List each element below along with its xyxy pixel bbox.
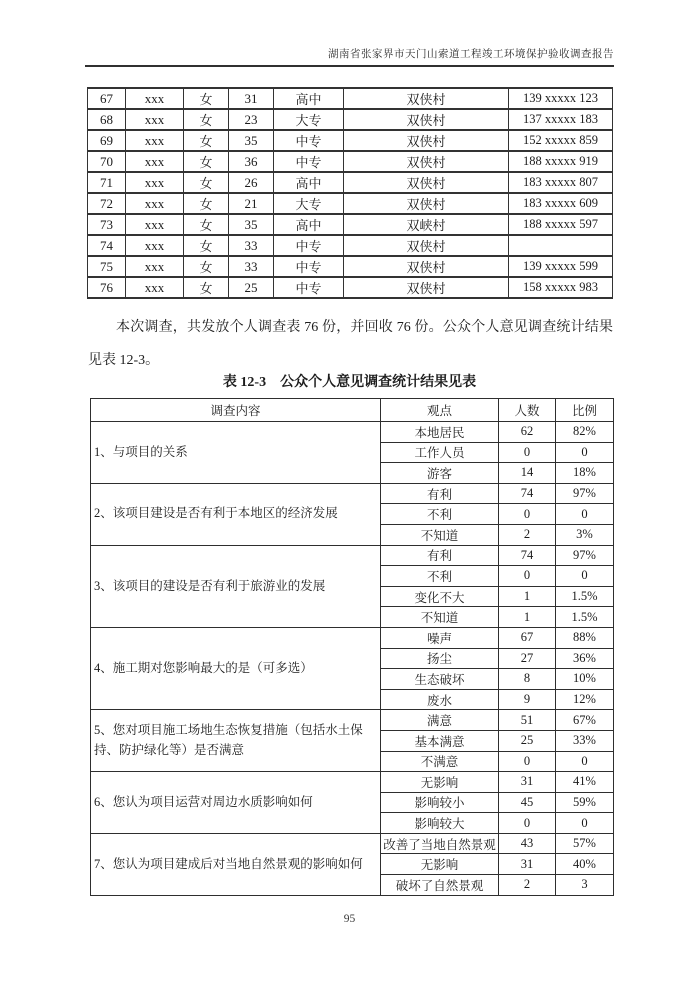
table-caption-title: 公众个人意见调查统计结果见表	[280, 375, 477, 390]
table-row	[91, 833, 614, 854]
respondent-cell-phone: 183 xxxxx 609	[509, 193, 613, 214]
survey-count-cell: 51	[499, 710, 556, 731]
respondent-cell-no: 68	[88, 109, 126, 130]
respondent-cell-gender: 女	[184, 277, 229, 298]
respondent-cell-gender: 女	[184, 193, 229, 214]
survey-count-cell: 43	[499, 833, 556, 854]
respondent-table	[87, 87, 613, 299]
survey-ratio-cell: 57%	[556, 833, 614, 854]
respondent-cell-age: 31	[229, 88, 274, 109]
survey-header-opinion: 观点	[381, 399, 499, 422]
table-row	[91, 422, 614, 443]
survey-ratio-cell: 67%	[556, 710, 614, 731]
survey-count-cell: 0	[499, 566, 556, 587]
respondent-cell-name: xxx	[126, 151, 184, 172]
survey-opinion-cell: 无影响	[381, 854, 499, 875]
respondent-cell-name: xxx	[126, 109, 184, 130]
survey-opinion-cell: 不利	[381, 504, 499, 525]
respondent-cell-no: 73	[88, 214, 126, 235]
table-row	[91, 710, 614, 731]
survey-count-cell: 31	[499, 772, 556, 793]
respondent-cell-village: 双侠村	[344, 109, 509, 130]
respondent-cell-phone: 137 xxxxx 183	[509, 109, 613, 130]
survey-question-cell: 7、您认为项目建成后对当地自然景观的影响如何	[91, 833, 381, 895]
respondent-cell-village: 双侠村	[344, 88, 509, 109]
survey-opinion-cell: 基本满意	[381, 730, 499, 751]
table-row	[91, 772, 614, 793]
survey-ratio-cell: 0	[556, 813, 614, 834]
respondent-cell-village: 双侠村	[344, 277, 509, 298]
body-paragraph: 本次调查，共发放个人调查表 76 份，并回收 76 份。公众个人意见调查统计结果见表 12-3。	[88, 320, 613, 368]
respondent-cell-phone: 152 xxxxx 859	[509, 130, 613, 151]
survey-ratio-cell: 0	[556, 504, 614, 525]
survey-ratio-cell: 3%	[556, 524, 614, 545]
respondent-cell-phone: 158 xxxxx 983	[509, 277, 613, 298]
survey-question-cell: 6、您认为项目运营对周边水质影响如何	[91, 772, 381, 834]
survey-ratio-cell: 40%	[556, 854, 614, 875]
survey-opinion-cell: 变化不大	[381, 586, 499, 607]
table-row	[88, 151, 613, 172]
respondent-cell-gender: 女	[184, 88, 229, 109]
respondent-cell-phone: 139 xxxxx 123	[509, 88, 613, 109]
survey-count-cell: 2	[499, 875, 556, 896]
respondent-cell-village: 双侠村	[344, 256, 509, 277]
respondent-cell-no: 76	[88, 277, 126, 298]
respondent-cell-education: 大专	[274, 193, 344, 214]
survey-ratio-cell: 1.5%	[556, 607, 614, 628]
survey-count-cell: 8	[499, 669, 556, 690]
survey-ratio-cell: 3	[556, 875, 614, 896]
survey-ratio-cell: 88%	[556, 627, 614, 648]
survey-count-cell: 14	[499, 463, 556, 484]
survey-opinion-cell: 游客	[381, 463, 499, 484]
survey-count-cell: 74	[499, 483, 556, 504]
survey-ratio-cell: 10%	[556, 669, 614, 690]
running-header	[85, 46, 614, 67]
respondent-cell-education: 大专	[274, 109, 344, 130]
table-row	[88, 256, 613, 277]
respondent-cell-name: xxx	[126, 214, 184, 235]
survey-opinion-cell: 有利	[381, 483, 499, 504]
respondent-cell-education: 中专	[274, 256, 344, 277]
respondent-cell-no: 67	[88, 88, 126, 109]
survey-opinion-cell: 无影响	[381, 772, 499, 793]
survey-opinion-cell: 废水	[381, 689, 499, 710]
table-row	[91, 627, 614, 648]
respondent-cell-name: xxx	[126, 277, 184, 298]
respondent-cell-name: xxx	[126, 88, 184, 109]
survey-count-cell: 1	[499, 607, 556, 628]
survey-count-cell: 9	[499, 689, 556, 710]
survey-opinion-cell: 破坏了自然景观	[381, 875, 499, 896]
survey-opinion-cell: 不满意	[381, 751, 499, 772]
survey-opinion-cell: 有利	[381, 545, 499, 566]
survey-count-cell: 31	[499, 854, 556, 875]
respondent-cell-gender: 女	[184, 235, 229, 256]
survey-ratio-cell: 36%	[556, 648, 614, 669]
survey-count-cell: 0	[499, 504, 556, 525]
respondent-cell-village: 双侠村	[344, 193, 509, 214]
table-row	[88, 214, 613, 235]
survey-ratio-cell: 0	[556, 566, 614, 587]
survey-table-body	[91, 422, 614, 896]
survey-opinion-cell: 影响较大	[381, 813, 499, 834]
respondent-cell-gender: 女	[184, 109, 229, 130]
respondent-cell-education: 中专	[274, 235, 344, 256]
respondent-cell-gender: 女	[184, 130, 229, 151]
respondent-cell-age: 23	[229, 109, 274, 130]
respondent-cell-name: xxx	[126, 172, 184, 193]
survey-header-ratio: 比例	[556, 399, 614, 422]
survey-header-content: 调查内容	[91, 399, 381, 422]
survey-opinion-cell: 噪声	[381, 627, 499, 648]
survey-opinion-cell: 本地居民	[381, 422, 499, 443]
respondent-cell-age: 35	[229, 130, 274, 151]
respondent-cell-name: xxx	[126, 130, 184, 151]
survey-opinion-cell: 扬尘	[381, 648, 499, 669]
survey-count-cell: 45	[499, 792, 556, 813]
survey-count-cell: 0	[499, 751, 556, 772]
survey-count-cell: 62	[499, 422, 556, 443]
survey-question-cell: 1、与项目的关系	[91, 422, 381, 484]
header-rule	[85, 65, 614, 67]
survey-header-count: 人数	[499, 399, 556, 422]
survey-ratio-cell: 12%	[556, 689, 614, 710]
respondent-cell-phone: 183 xxxxx 807	[509, 172, 613, 193]
survey-opinion-cell: 影响较小	[381, 792, 499, 813]
table-row	[88, 109, 613, 130]
report-title-header: 湖南省张家界市天门山索道工程竣工环境保护验收调查报告	[328, 49, 614, 60]
respondent-cell-name: xxx	[126, 193, 184, 214]
respondent-cell-education: 高中	[274, 88, 344, 109]
survey-question-cell: 3、该项目的建设是否有利于旅游业的发展	[91, 545, 381, 627]
survey-ratio-cell: 0	[556, 442, 614, 463]
table-row	[88, 235, 613, 256]
respondent-cell-age: 35	[229, 214, 274, 235]
respondent-cell-gender: 女	[184, 256, 229, 277]
respondent-cell-gender: 女	[184, 151, 229, 172]
respondent-cell-no: 70	[88, 151, 126, 172]
table-caption-label: 表 12-3	[222, 375, 267, 390]
survey-table	[90, 398, 614, 896]
respondent-cell-no: 69	[88, 130, 126, 151]
respondent-cell-name: xxx	[126, 256, 184, 277]
respondent-cell-education: 中专	[274, 277, 344, 298]
respondent-cell-age: 26	[229, 172, 274, 193]
respondent-cell-education: 高中	[274, 172, 344, 193]
respondent-cell-age: 36	[229, 151, 274, 172]
survey-header-row	[91, 399, 614, 422]
survey-ratio-cell: 97%	[556, 483, 614, 504]
table-row	[88, 88, 613, 109]
survey-ratio-cell: 0	[556, 751, 614, 772]
table-row	[88, 130, 613, 151]
respondent-cell-gender: 女	[184, 172, 229, 193]
respondent-cell-age: 33	[229, 256, 274, 277]
survey-count-cell: 25	[499, 730, 556, 751]
respondent-cell-age: 25	[229, 277, 274, 298]
table-row	[88, 172, 613, 193]
survey-count-cell: 27	[499, 648, 556, 669]
survey-count-cell: 2	[499, 524, 556, 545]
respondent-cell-education: 高中	[274, 214, 344, 235]
table-row	[88, 277, 613, 298]
survey-opinion-cell: 改善了当地自然景观	[381, 833, 499, 854]
survey-ratio-cell: 59%	[556, 792, 614, 813]
respondent-cell-education: 中专	[274, 130, 344, 151]
table-row	[91, 483, 614, 504]
respondent-table-body	[88, 88, 613, 298]
survey-question-cell: 4、施工期对您影响最大的是（可多选）	[91, 627, 381, 709]
survey-opinion-cell: 不知道	[381, 607, 499, 628]
survey-opinion-cell: 工作人员	[381, 442, 499, 463]
survey-ratio-cell: 1.5%	[556, 586, 614, 607]
respondent-cell-name: xxx	[126, 235, 184, 256]
respondent-cell-village: 双侠村	[344, 151, 509, 172]
respondent-cell-phone: 139 xxxxx 599	[509, 256, 613, 277]
survey-count-cell: 67	[499, 627, 556, 648]
respondent-cell-no: 74	[88, 235, 126, 256]
survey-opinion-cell: 生态破坏	[381, 669, 499, 690]
respondent-cell-education: 中专	[274, 151, 344, 172]
survey-count-cell: 0	[499, 442, 556, 463]
respondent-cell-village: 双侠村	[344, 172, 509, 193]
respondent-cell-phone: 188 xxxxx 597	[509, 214, 613, 235]
survey-opinion-cell: 不利	[381, 566, 499, 587]
survey-ratio-cell: 82%	[556, 422, 614, 443]
survey-question-cell: 2、该项目建设是否有利于本地区的经济发展	[91, 483, 381, 545]
respondent-cell-no: 72	[88, 193, 126, 214]
respondent-cell-village: 双侠村	[344, 130, 509, 151]
respondent-cell-no: 71	[88, 172, 126, 193]
survey-ratio-cell: 41%	[556, 772, 614, 793]
survey-opinion-cell: 不知道	[381, 524, 499, 545]
respondent-cell-age: 21	[229, 193, 274, 214]
survey-question-cell: 5、您对项目施工场地生态恢复措施（包括水土保持、防护绿化等）是否满意	[91, 710, 381, 772]
respondent-cell-village: 双峡村	[344, 214, 509, 235]
survey-count-cell: 74	[499, 545, 556, 566]
respondent-cell-village: 双侠村	[344, 235, 509, 256]
survey-ratio-cell: 97%	[556, 545, 614, 566]
survey-ratio-cell: 33%	[556, 730, 614, 751]
respondent-cell-phone	[509, 235, 613, 256]
survey-count-cell: 0	[499, 813, 556, 834]
table-row	[91, 545, 614, 566]
respondent-cell-no: 75	[88, 256, 126, 277]
table-row	[88, 193, 613, 214]
respondent-cell-age: 33	[229, 235, 274, 256]
respondent-cell-gender: 女	[184, 214, 229, 235]
survey-ratio-cell: 18%	[556, 463, 614, 484]
page-number: 95	[343, 913, 356, 925]
survey-opinion-cell: 满意	[381, 710, 499, 731]
respondent-cell-phone: 188 xxxxx 919	[509, 151, 613, 172]
survey-count-cell: 1	[499, 586, 556, 607]
table-caption	[85, 371, 614, 391]
